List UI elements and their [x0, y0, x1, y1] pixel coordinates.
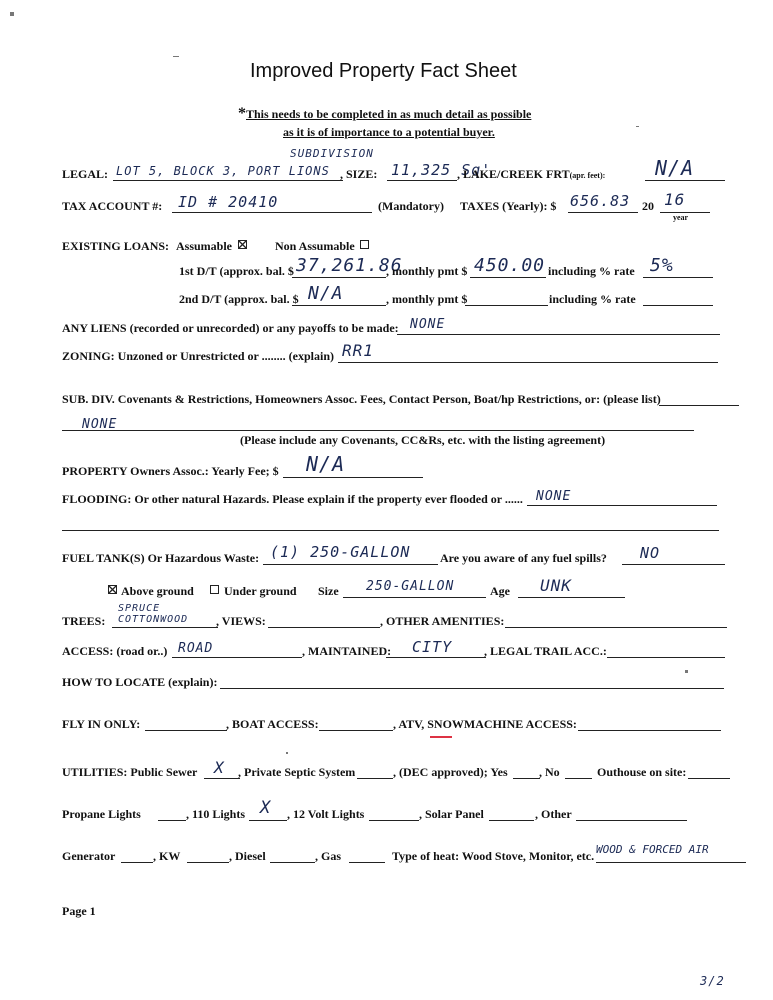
tank-size-value[interactable]: 250-GALLON — [366, 579, 455, 594]
non-assumable-label: Non Assumable — [275, 239, 355, 253]
sewer-value[interactable]: X — [214, 758, 225, 777]
first-dt-label: 1st D/T (approx. bal. $ — [179, 264, 294, 278]
first-bal-line — [292, 277, 386, 278]
fuel-line — [263, 564, 438, 565]
locate-line — [220, 688, 724, 689]
above-ground-checkbox[interactable] — [108, 585, 117, 594]
year-label: year — [673, 213, 689, 222]
taxes-value[interactable]: 656.83 — [570, 192, 631, 210]
boat-label: , BOAT ACCESS: — [226, 717, 319, 731]
diesel-line — [270, 862, 315, 863]
check-mark-icon — [108, 585, 117, 594]
propane-label: Propane Lights — [62, 807, 141, 821]
first-rate-value[interactable]: 5% — [650, 255, 674, 276]
second-rate-label: including % rate — [549, 292, 636, 306]
outhouse-label: Outhouse on site: — [597, 765, 687, 779]
size-line — [387, 180, 457, 181]
tank-size-line — [343, 597, 486, 598]
page-number: Page 1 — [62, 904, 96, 918]
kw-line — [187, 862, 229, 863]
access-line — [172, 657, 302, 658]
no-line — [565, 778, 592, 779]
dec-label: , (DEC approved); Yes — [393, 765, 508, 779]
owners-label: PROPERTY Owners Assoc.: Yearly Fee; $ — [62, 464, 279, 478]
notice-line-2: as it is of importance to a potential buyer. — [283, 125, 495, 139]
boat-line — [319, 730, 393, 731]
fly-line — [145, 730, 227, 731]
above-ground-label: Above ground — [121, 584, 194, 598]
liens-value[interactable]: NONE — [410, 317, 446, 332]
maintained-label: , MAINTAINED: — [302, 644, 392, 658]
zoning-label: ZONING: Unzoned or Unrestricted or ........ (explain) — [62, 349, 334, 363]
legal-size-label: , SIZE: — [340, 167, 378, 181]
atv-line — [578, 730, 721, 731]
heat-line — [596, 862, 746, 863]
trees-value-2[interactable]: COTTONWOOD — [118, 614, 189, 625]
under-ground-label: Under ground — [224, 584, 297, 598]
flooding-line-1 — [527, 505, 717, 506]
non-assumable-checkbox[interactable] — [360, 240, 369, 249]
trees-value-1[interactable]: SPRUCE — [118, 603, 161, 614]
access-value[interactable]: ROAD — [178, 641, 214, 656]
first-pmt-value[interactable]: 450.00 — [474, 255, 546, 276]
fly-label: FLY IN ONLY: — [62, 717, 141, 731]
legal-subdivision-note: SUBDIVISION — [290, 147, 374, 160]
second-bal-line — [292, 305, 386, 306]
access-label: ACCESS: (road or..) — [62, 644, 168, 658]
amenities-label: , OTHER AMENITIES: — [380, 614, 505, 628]
views-line — [268, 627, 380, 628]
mandatory-label: (Mandatory) — [378, 199, 444, 213]
110-lights-line — [249, 820, 287, 821]
first-pmt-label: , monthly pmt $ — [386, 264, 468, 278]
second-pmt-line — [465, 305, 548, 306]
flooding-line-2 — [62, 530, 719, 531]
flooding-label: FLOODING: Or other natural Hazards. Please explain if the property ever flooded or ...... — [62, 492, 523, 506]
check-mark-icon — [238, 240, 247, 249]
lake-value[interactable]: N/A — [655, 156, 695, 180]
subdiv-value[interactable]: NONE — [82, 417, 118, 432]
fuel-label: FUEL TANK(S) Or Hazardous Waste: — [62, 551, 260, 565]
amenities-line — [505, 627, 727, 628]
12v-lights-line — [369, 820, 419, 821]
liens-label: ANY LIENS (recorded or unrecorded) or any payoffs to be made: — [62, 321, 399, 335]
kw-label: , KW — [153, 849, 181, 863]
flooding-value[interactable]: NONE — [536, 489, 572, 504]
liens-line — [397, 334, 720, 335]
zoning-line — [338, 362, 718, 363]
owners-value[interactable]: N/A — [306, 452, 346, 476]
subdiv-line-2 — [62, 430, 694, 431]
first-pmt-line — [470, 277, 546, 278]
legal-label: LEGAL: — [62, 167, 109, 181]
subdiv-line-1 — [659, 405, 739, 406]
scan-speck — [286, 752, 288, 754]
loans-label: EXISTING LOANS: — [62, 239, 170, 253]
scan-speck — [10, 12, 14, 16]
year-prefix: 20 — [642, 199, 654, 213]
other-label: , Other — [535, 807, 572, 821]
fuel-spill-label: Are you aware of any fuel spills? — [440, 551, 607, 565]
views-label: , VIEWS: — [216, 614, 266, 628]
outhouse-line — [688, 778, 730, 779]
owners-line — [283, 477, 423, 478]
propane-line — [158, 820, 186, 821]
diesel-label: , Diesel — [229, 849, 266, 863]
year-value[interactable]: 16 — [664, 190, 686, 209]
solar-line — [489, 820, 534, 821]
second-bal-value[interactable]: N/A — [308, 283, 344, 304]
scan-speck — [173, 56, 179, 57]
generator-line — [121, 862, 153, 863]
fuel-value[interactable]: (1) 250-GALLON — [270, 543, 411, 561]
trees-line — [112, 627, 218, 628]
trail-line — [607, 657, 725, 658]
maintained-line — [386, 657, 486, 658]
page-title: Improved Property Fact Sheet — [250, 60, 517, 82]
tank-age-label: Age — [490, 584, 510, 598]
generator-label: Generator — [62, 849, 116, 863]
gas-line — [349, 862, 385, 863]
first-rate-line — [643, 277, 713, 278]
zoning-value[interactable]: RR1 — [342, 341, 374, 360]
fuel-spill-line — [622, 564, 725, 565]
trees-label: TREES: — [62, 614, 106, 628]
septic-label: , Private Septic System — [238, 765, 356, 779]
first-bal-value[interactable]: 37,261.86 — [296, 255, 403, 276]
lake-label-text: , LAKE/CREEK FRT — [457, 167, 570, 181]
tax-account-line — [172, 212, 372, 213]
subdiv-note: (Please include any Covenants, CC&Rs, etc. with the listing agreement) — [240, 433, 606, 447]
legal-size-value[interactable]: 11,325 Sq' — [391, 161, 492, 179]
heat-label: Type of heat: Wood Stove, Monitor, etc. — [392, 849, 595, 863]
tax-account-value[interactable]: ID # 20410 — [178, 193, 279, 211]
tank-age-value[interactable]: UNK — [540, 576, 572, 595]
other-line — [576, 820, 687, 821]
sewer-line — [204, 778, 240, 779]
corner-mark: 3/2 — [700, 974, 725, 988]
notice-line-1 — [238, 106, 531, 122]
no-label: , No — [539, 765, 560, 779]
locate-label: HOW TO LOCATE (explain): — [62, 675, 218, 689]
taxes-label: TAXES (Yearly): $ — [460, 199, 557, 213]
trail-label: , LEGAL TRAIL ACC.: — [484, 644, 607, 658]
utilities-label: UTILITIES: Public Sewer — [62, 765, 198, 779]
under-ground-checkbox[interactable] — [210, 585, 219, 594]
second-rate-line — [643, 305, 713, 306]
dec-yes-line — [513, 778, 540, 779]
second-dt-label: 2nd D/T (approx. bal. $ — [179, 292, 299, 306]
lake-sub-label: (apr. feet): — [569, 171, 606, 180]
scan-speck — [685, 670, 688, 673]
scan-speck — [636, 126, 639, 127]
assumable-label: Assumable — [176, 239, 233, 253]
first-rate-label: including % rate — [548, 264, 635, 278]
110-lights-label: , 110 Lights — [186, 807, 246, 821]
taxes-line — [568, 212, 638, 213]
heat-value[interactable]: WOOD & FORCED AIR — [596, 843, 709, 856]
notice-text-1: This needs to be completed in as much detail as possible — [246, 107, 532, 121]
assumable-checkbox[interactable] — [238, 240, 247, 249]
maintained-value[interactable]: CITY — [412, 638, 453, 656]
110-lights-value[interactable]: X — [260, 798, 272, 818]
subdiv-label: SUB. DIV. Covenants & Restrictions, Homeowners Assoc. Fees, Contact Person, Boat/hp Restrictions, or: (please list) — [62, 392, 661, 406]
legal-value[interactable]: LOT 5, BLOCK 3, PORT LIONS — [116, 164, 330, 178]
tank-size-label: Size — [318, 584, 339, 598]
solar-label: , Solar Panel — [419, 807, 484, 821]
tank-age-line — [518, 597, 625, 598]
second-pmt-label: , monthly pmt $ — [386, 292, 468, 306]
fuel-spill-value[interactable]: NO — [640, 544, 661, 562]
notice-asterisk: * — [238, 105, 246, 122]
lake-label — [457, 168, 605, 180]
atv-label: , ATV, SNOWMACHINE ACCESS: — [393, 717, 577, 731]
gas-label: , Gas — [315, 849, 342, 863]
scan-speck — [430, 736, 452, 738]
lake-line — [645, 180, 725, 181]
septic-line — [357, 778, 393, 779]
legal-line — [113, 180, 343, 181]
tax-account-label: TAX ACCOUNT #: — [62, 199, 163, 213]
12v-lights-label: , 12 Volt Lights — [287, 807, 365, 821]
